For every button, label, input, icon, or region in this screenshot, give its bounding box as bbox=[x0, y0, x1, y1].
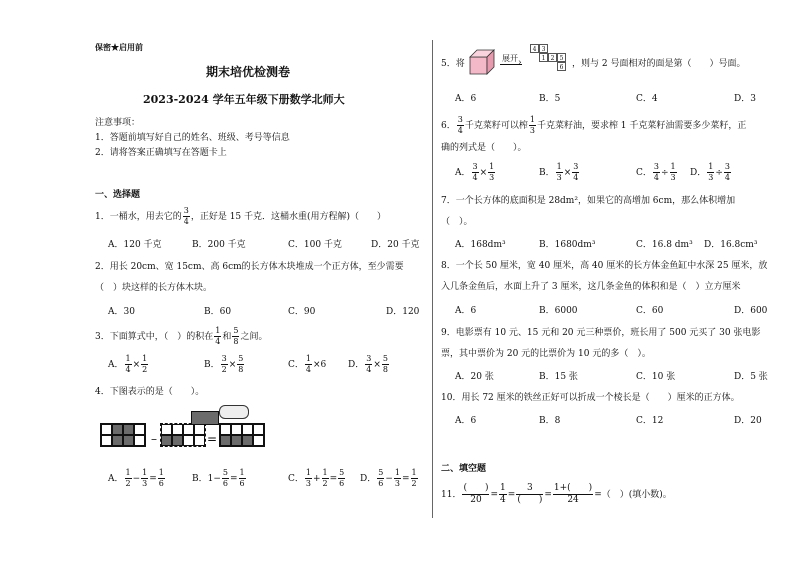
section-title-choice: 一、选择题 bbox=[95, 190, 141, 200]
question-11: 11． $\frac{( )}{20}$ = $\frac{1}{4}$ = $\frac{3}{( )}$ = $\frac{1+( )}{24}$ =（ ）(填小数)。 bbox=[441, 483, 672, 505]
q5-option-a[interactable]: A．6 bbox=[455, 94, 477, 104]
q5-option-d[interactable]: D．3 bbox=[734, 94, 756, 104]
q4-option-d[interactable]: D． $\frac{5}{6}$ − $\frac{1}{3}$ = $\frac{1}{2}$ bbox=[360, 468, 417, 488]
q10-option-b[interactable]: B．8 bbox=[539, 416, 561, 426]
q6-option-b[interactable]: B． $\frac{1}{3}$ × $\frac{3}{4}$ bbox=[539, 162, 579, 182]
q5-option-b[interactable]: B．5 bbox=[539, 94, 561, 104]
q7-option-a[interactable]: A．168dm³ bbox=[455, 240, 506, 250]
net-face: 3 bbox=[539, 44, 548, 53]
q9-option-a[interactable]: A．20 张 bbox=[455, 372, 494, 382]
q3-option-a[interactable]: A． $\frac{1}{4}$ × $\frac{1}{2}$ bbox=[108, 354, 148, 374]
page-subtitle: 2023-2024 学年五年级下册数学北师大 bbox=[143, 93, 345, 106]
q8-option-b[interactable]: B．6000 bbox=[539, 306, 578, 316]
q2-option-d[interactable]: D．120 bbox=[386, 307, 420, 317]
q4-option-c[interactable]: C． $\frac{1}{3}$ + $\frac{1}{2}$ = $\frac{5}{6}$ bbox=[288, 468, 345, 488]
question-6-line2: 确的列式是（ ）。 bbox=[441, 143, 527, 153]
q1-option-c[interactable]: C．100 千克 bbox=[288, 240, 342, 250]
q3-option-d[interactable]: D． $\frac{3}{4}$ × $\frac{5}{8}$ bbox=[348, 354, 388, 374]
q6-option-a[interactable]: A． $\frac{3}{4}$ × $\frac{1}{3}$ bbox=[455, 162, 495, 182]
page-title: 期末培优检测卷 bbox=[206, 65, 291, 79]
q9-option-b[interactable]: B．15 张 bbox=[539, 372, 578, 382]
question-5-text: ，则与 2 号面相对的面是第（ ）号面。 bbox=[572, 59, 746, 69]
question-8-line2: 入几条金鱼后，水面上升了 3 厘米，这几条金鱼的体积和是（ ）立方厘米 bbox=[441, 282, 741, 292]
section-title-fill: 二、填空题 bbox=[441, 464, 487, 474]
question-6-line1: 6． $\frac{3}{4}$ 千克菜籽可以榨 $\frac{1}{3}$ 千克菜籽油，要求榨 1 千克菜籽油需要多少菜籽，正 bbox=[441, 115, 747, 135]
q9-option-d[interactable]: D．5 张 bbox=[734, 372, 768, 382]
net-face: 1 bbox=[539, 53, 548, 62]
question-5-prefix: 5．将 bbox=[441, 59, 465, 69]
q1-option-d[interactable]: D．20 千克 bbox=[371, 240, 420, 250]
question-2-line2: （ ）块这样的长方体木块。 bbox=[95, 283, 213, 293]
q4-option-b[interactable]: B．1− $\frac{5}{6}$ = $\frac{1}{6}$ bbox=[192, 468, 245, 488]
q6-option-d[interactable]: D． $\frac{1}{3}$ ÷ $\frac{3}{4}$ bbox=[690, 162, 730, 182]
q10-option-c[interactable]: C．12 bbox=[636, 416, 664, 426]
arrow-head-icon: › bbox=[518, 58, 522, 68]
net-face: 4 bbox=[530, 44, 539, 53]
net-face: 6 bbox=[557, 62, 566, 71]
column-divider bbox=[432, 40, 433, 518]
q7-option-b[interactable]: B．1680dm³ bbox=[539, 240, 596, 250]
q8-option-d[interactable]: D．600 bbox=[734, 306, 768, 316]
fraction-grid-3 bbox=[219, 423, 265, 447]
unfold-label: 展开 bbox=[502, 54, 518, 63]
question-8-line1: 8．一个长 50 厘米，宽 40 厘米，高 40 厘米的长方体金鱼缸中水深 25 厘米，放 bbox=[441, 261, 768, 271]
note-1: 1．答题前填写好自己的姓名、班级、考号等信息 bbox=[95, 133, 290, 143]
q8-option-c[interactable]: C．60 bbox=[636, 306, 664, 316]
equals-sign: = bbox=[207, 432, 218, 446]
q3-option-b[interactable]: B． $\frac{3}{2}$ × $\frac{5}{8}$ bbox=[204, 354, 244, 374]
q9-option-c[interactable]: C．10 张 bbox=[636, 372, 676, 382]
q4-option-a[interactable]: A． $\frac{1}{2}$ − $\frac{1}{3}$ = $\frac{1}{6}$ bbox=[108, 468, 164, 488]
question-7-line2: （ ）。 bbox=[441, 217, 473, 227]
q10-option-d[interactable]: D．20 bbox=[734, 416, 762, 426]
q1-option-b[interactable]: B．200 千克 bbox=[192, 240, 246, 250]
notes-title: 注意事项： bbox=[95, 118, 141, 128]
q5-option-c[interactable]: C．4 bbox=[636, 94, 658, 104]
q6-option-c[interactable]: C． $\frac{3}{4}$ ÷ $\frac{1}{3}$ bbox=[636, 162, 676, 182]
question-7-line1: 7．一个长方体的底面积是 28dm²，如果它的高增加 6cm，那么体积增加 bbox=[441, 196, 736, 206]
fraction-grid-2 bbox=[160, 423, 206, 447]
q2-option-a[interactable]: A．30 bbox=[108, 307, 135, 317]
q2-option-c[interactable]: C．90 bbox=[288, 307, 316, 317]
removed-block bbox=[191, 411, 219, 425]
question-4: 4．下图表示的是（ ）。 bbox=[95, 387, 205, 397]
q8-option-a[interactable]: A．6 bbox=[455, 306, 477, 316]
q10-option-a[interactable]: A．6 bbox=[455, 416, 477, 426]
fraction-grid-1 bbox=[100, 423, 146, 447]
q1-option-a[interactable]: A．120 千克 bbox=[108, 240, 162, 250]
secret-label: 保密★启用前 bbox=[95, 42, 143, 52]
question-2-line1: 2．用长 20cm、宽 15cm、高 6cm的长方体木块堆成一个正方体，至少需要 bbox=[95, 262, 404, 272]
net-face: 5 bbox=[557, 53, 566, 62]
question-10: 10．用长 72 厘米的铁丝正好可以折成一个棱长是（ ）厘米的正方体。 bbox=[441, 393, 740, 403]
net-face: 2 bbox=[548, 53, 557, 62]
cube-icon bbox=[468, 48, 496, 80]
question-9-line2: 票，其中票价为 20 元的比票价为 10 元的多（ ）。 bbox=[441, 349, 651, 359]
q3-option-c[interactable]: C． $\frac{1}{4}$ ×6 bbox=[288, 354, 327, 374]
question-3: 3．下面算式中，（ ）的积在 $\frac{1}{4}$ 和 $\frac{5}{8}$ 之间。 bbox=[95, 326, 268, 346]
note-2: 2．请将答案正确填写在答题卡上 bbox=[95, 148, 227, 158]
hand-icon bbox=[219, 405, 249, 419]
minus-sign: – bbox=[151, 432, 157, 446]
question-9-line1: 9．电影票有 10 元、15 元和 20 元三种票价，班长用了 500 元买了 30 张电影 bbox=[441, 328, 761, 338]
q2-option-b[interactable]: B．60 bbox=[204, 307, 232, 317]
question-1: 1．一桶水，用去它的 $\frac{3}{4}$ ，正好是 15 千克．这桶水重(用方程解)（ ） bbox=[95, 206, 387, 226]
q7-option-c[interactable]: C．16.8 dm³ bbox=[636, 240, 693, 250]
q7-option-d[interactable]: D．16.8cm³ bbox=[704, 240, 758, 250]
